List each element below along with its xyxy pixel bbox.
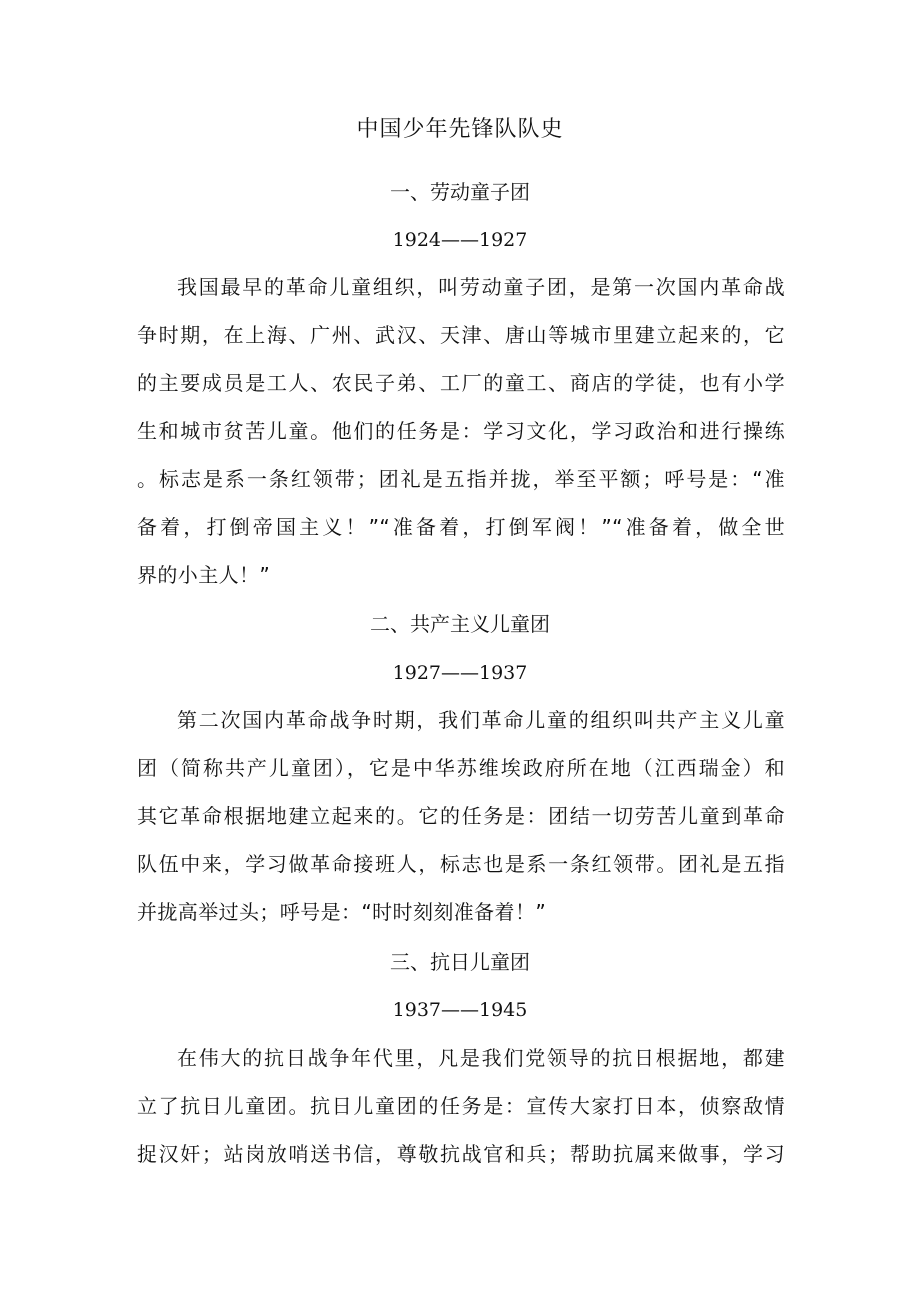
page-title: 中国少年先锋队队史 [356, 117, 564, 142]
section-heading-2: 二、共产主义儿童团 [370, 612, 550, 636]
section-heading-3: 三、抗日儿童团 [390, 950, 530, 974]
section-years-3: 1937——1945 [392, 999, 528, 1021]
paragraph-line: 团（简称共产儿童团），它是中华苏维埃政府所在地（江西瑞金）和 [137, 756, 785, 780]
paragraph-line: 其它革命根据地建立起来的。它的任务是：团结一切劳苦儿童到革命 [137, 804, 785, 828]
paragraph-line: 立了抗日儿童团。抗日儿童团的任务是：宣传大家打日本，侦察敌情 [137, 1094, 785, 1118]
section-paragraph-2 [137, 696, 785, 936]
paragraph-line: 队伍中来，学习做革命接班人，标志也是系一条红领带。团礼是五指 [137, 852, 785, 876]
section-years-1: 1924——1927 [392, 229, 528, 251]
paragraph-line: 争时期，在上海、广州、武汉、天津、唐山等城市里建立起来的，它 [137, 323, 785, 347]
section-years-2: 1927——1937 [392, 662, 528, 684]
paragraph-line: 在伟大的抗日战争年代里，凡是我们党领导的抗日根据地，都建 [177, 1046, 785, 1070]
paragraph-line: 第二次国内革命战争时期，我们革命儿童的组织叫共产主义儿童 [177, 708, 785, 732]
paragraph-line: 备着，打倒帝国主义！”“准备着，打倒军阀！”“准备着，做全世 [137, 515, 785, 539]
paragraph-line: 捉汉奸；站岗放哨送书信，尊敬抗战官和兵；帮助抗属来做事，学习 [137, 1142, 785, 1166]
paragraph-line: 的主要成员是工人、农民子弟、工厂的童工、商店的学徒，也有小学 [137, 371, 785, 395]
paragraph-line: 我国最早的革命儿童组织，叫劳动童子团，是第一次国内革命战 [177, 275, 785, 299]
paragraph-line: 并拢高举过头；呼号是：“时时刻刻准备着！” [137, 900, 547, 924]
section-paragraph-1 [137, 263, 785, 599]
paragraph-line: 生和城市贫苦儿童。他们的任务是：学习文化，学习政治和进行操练 [137, 419, 785, 443]
paragraph-line: 界的小主人！” [137, 563, 271, 587]
section-heading-1: 一、劳动童子团 [390, 180, 530, 204]
paragraph-line: 。标志是系一条红领带；团礼是五指并拢，举至平额；呼号是：“准 [137, 467, 785, 491]
section-paragraph-3 [137, 1034, 785, 1178]
